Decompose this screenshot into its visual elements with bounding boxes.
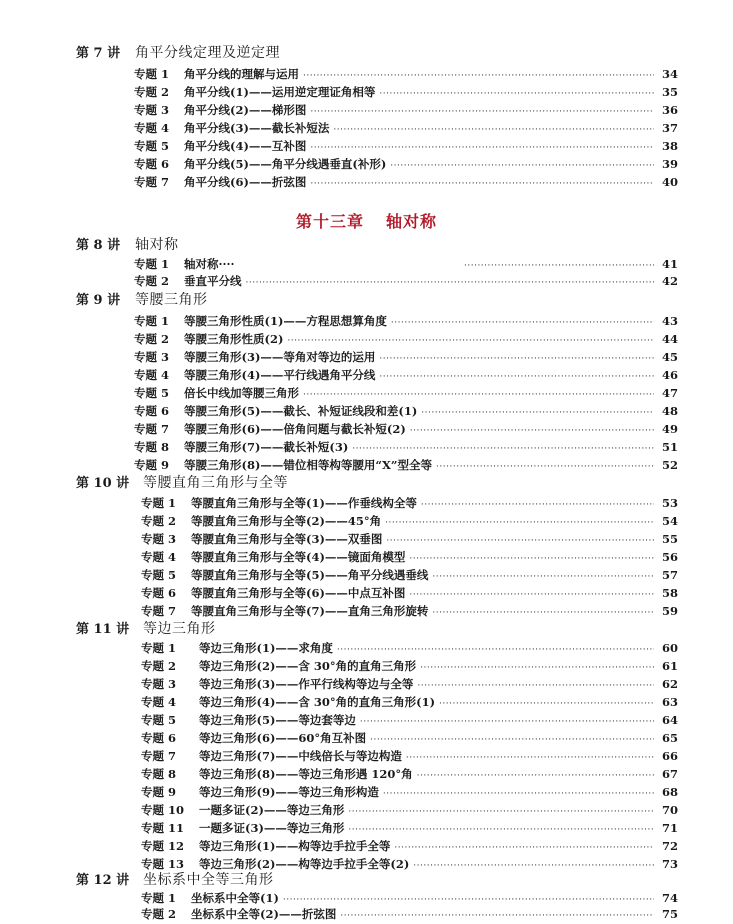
entry-page: 55 bbox=[661, 532, 678, 546]
leader-dots bbox=[352, 442, 654, 457]
chapter-title: 轴对称 bbox=[386, 212, 438, 231]
entry-label: 专题 2 bbox=[134, 85, 170, 99]
toc-entry[interactable] bbox=[134, 350, 678, 367]
lecture-title: 等腰直角三角形与全等 bbox=[143, 475, 288, 491]
leader-dots bbox=[439, 697, 654, 712]
entry-text: 一题多证(2)——等边三角形 bbox=[199, 803, 345, 817]
entry-page: 58 bbox=[661, 586, 678, 600]
toc-entry[interactable] bbox=[141, 604, 678, 621]
entry-page: 62 bbox=[661, 677, 678, 691]
toc-entry[interactable] bbox=[134, 332, 678, 349]
toc-entry[interactable] bbox=[134, 440, 678, 457]
lecture-number: 第 9 讲 bbox=[76, 293, 121, 308]
toc-entry[interactable] bbox=[134, 175, 678, 192]
toc-entry[interactable] bbox=[134, 67, 678, 84]
entry-text: 等边三角形(1)——构等边手拉手全等 bbox=[199, 839, 391, 853]
entry-text: 等腰直角三角形与全等(3)——双垂图 bbox=[191, 532, 383, 546]
entry-page: 42 bbox=[661, 274, 678, 288]
entry-page: 51 bbox=[661, 440, 678, 454]
leader-dots bbox=[303, 69, 654, 84]
entry-label: 专题 9 bbox=[141, 785, 177, 799]
entry-text: 轴对称···· bbox=[184, 257, 235, 271]
entry-label: 专题 1 bbox=[134, 314, 170, 328]
entry-label: 专题 3 bbox=[134, 103, 170, 117]
toc-entry[interactable] bbox=[134, 103, 678, 120]
toc-entry[interactable] bbox=[134, 422, 678, 439]
leader-dots bbox=[394, 841, 654, 856]
toc-entry[interactable] bbox=[141, 586, 678, 603]
lecture-title: 轴对称 bbox=[135, 237, 179, 253]
entry-label: 专题 3 bbox=[141, 532, 177, 546]
entry-label: 专题 1 bbox=[134, 257, 170, 271]
entry-text: 等腰直角三角形与全等(1)——作垂线构全等 bbox=[191, 496, 417, 510]
leader-dots bbox=[348, 823, 654, 838]
toc-entry[interactable] bbox=[134, 386, 678, 403]
lecture-title: 等边三角形 bbox=[143, 621, 216, 637]
leader-dots bbox=[432, 606, 654, 621]
entry-page: 47 bbox=[661, 386, 678, 400]
leader-dots bbox=[432, 570, 654, 585]
entry-page: 40 bbox=[661, 175, 678, 189]
entry-text: 等腰三角形(8)——错位相等构等腰用“X”型全等 bbox=[184, 458, 433, 472]
leader-dots bbox=[283, 893, 654, 908]
entry-label: 专题 7 bbox=[134, 422, 170, 436]
toc-entry[interactable] bbox=[134, 404, 678, 421]
entry-text: 等腰三角形性质(1)——方程思想算角度 bbox=[184, 314, 387, 328]
lecture-heading bbox=[76, 621, 216, 638]
toc-entry[interactable] bbox=[141, 568, 678, 585]
entry-page: 38 bbox=[661, 139, 678, 153]
lecture-number: 第 8 讲 bbox=[76, 238, 121, 253]
toc-entry[interactable] bbox=[141, 821, 678, 838]
entry-text: 等腰三角形(6)——倍角问题与截长补短(2) bbox=[184, 422, 406, 436]
entry-text: 等腰直角三角形与全等(2)——45°角 bbox=[191, 514, 382, 528]
toc-entry[interactable] bbox=[141, 907, 678, 924]
leader-dots bbox=[379, 87, 654, 102]
entry-text: 等腰三角形(7)——截长补短(3) bbox=[184, 440, 349, 454]
leader-dots bbox=[303, 388, 654, 403]
toc-entry[interactable] bbox=[141, 839, 678, 856]
entry-label: 专题 8 bbox=[134, 440, 170, 454]
toc-entry[interactable] bbox=[134, 368, 678, 385]
entry-page: 45 bbox=[661, 350, 678, 364]
entry-page: 37 bbox=[661, 121, 678, 135]
entry-page: 54 bbox=[661, 514, 678, 528]
entry-label: 专题 5 bbox=[134, 139, 170, 153]
entry-label: 专题 13 bbox=[141, 857, 185, 871]
toc-entry[interactable] bbox=[134, 85, 678, 102]
entry-page: 41 bbox=[661, 257, 678, 271]
lecture-number: 第 12 讲 bbox=[76, 873, 130, 888]
toc-entry[interactable] bbox=[141, 677, 678, 694]
lecture-number: 第 10 讲 bbox=[76, 476, 130, 491]
lecture-heading bbox=[76, 292, 208, 309]
entry-page: 59 bbox=[661, 604, 678, 618]
toc-entry[interactable] bbox=[141, 731, 678, 748]
entry-page: 74 bbox=[661, 891, 678, 905]
entry-page: 52 bbox=[661, 458, 678, 472]
entry-page: 34 bbox=[661, 67, 678, 81]
toc-entry[interactable] bbox=[141, 659, 678, 676]
entry-label: 专题 6 bbox=[141, 586, 177, 600]
lecture-heading bbox=[76, 237, 179, 254]
entry-label: 专题 2 bbox=[134, 274, 170, 288]
entry-label: 专题 8 bbox=[141, 767, 177, 781]
entry-page: 67 bbox=[661, 767, 678, 781]
entry-text: 等边三角形(9)——等边三角形构造 bbox=[199, 785, 379, 799]
entry-page: 46 bbox=[661, 368, 678, 382]
lecture-title: 坐标系中全等三角形 bbox=[143, 872, 274, 888]
entry-label: 专题 10 bbox=[141, 803, 185, 817]
lecture-heading bbox=[76, 872, 274, 889]
entry-text: 角平分线(6)——折弦图 bbox=[184, 175, 307, 189]
entry-label: 专题 6 bbox=[141, 731, 177, 745]
toc-entry[interactable] bbox=[141, 496, 678, 513]
toc-entry[interactable] bbox=[134, 314, 678, 331]
lecture-number: 第 7 讲 bbox=[76, 46, 121, 61]
entry-page: 43 bbox=[661, 314, 678, 328]
leader-dots bbox=[413, 859, 654, 874]
lecture-title: 角平分线定理及逆定理 bbox=[135, 45, 280, 61]
toc-entry[interactable] bbox=[141, 891, 678, 908]
entry-label: 专题 4 bbox=[134, 121, 170, 135]
entry-page: 48 bbox=[661, 404, 678, 418]
entry-page: 61 bbox=[661, 659, 678, 673]
entry-text: 角平分线(3)——截长补短法 bbox=[184, 121, 330, 135]
entry-label: 专题 4 bbox=[141, 550, 177, 564]
toc-entry[interactable] bbox=[141, 695, 678, 712]
entry-label: 专题 1 bbox=[141, 496, 177, 510]
entry-page: 73 bbox=[661, 857, 678, 871]
entry-page: 66 bbox=[661, 749, 678, 763]
leader-dots bbox=[409, 588, 654, 603]
entry-page: 71 bbox=[661, 821, 678, 835]
entry-text: 角平分线(4)——互补图 bbox=[184, 139, 307, 153]
entry-text: 角平分线的理解与运用 bbox=[184, 67, 299, 81]
entry-text: 等腰三角形(5)——截长、补短证线段和差(1) bbox=[184, 404, 418, 418]
leader-dots bbox=[409, 552, 654, 567]
entry-page: 56 bbox=[661, 550, 678, 564]
leader-dots bbox=[391, 316, 654, 331]
entry-page: 75 bbox=[661, 907, 678, 921]
entry-page: 49 bbox=[661, 422, 678, 436]
entry-text: 角平分线(2)——梯形图 bbox=[184, 103, 307, 117]
entry-label: 专题 5 bbox=[141, 713, 177, 727]
toc-entry[interactable] bbox=[141, 749, 678, 766]
entry-text: 等边三角形(6)——60°角互补图 bbox=[199, 731, 367, 745]
entry-text: 等边三角形(1)——求角度 bbox=[199, 641, 333, 655]
toc-entry[interactable] bbox=[134, 274, 678, 291]
toc-entry[interactable] bbox=[134, 139, 678, 156]
entry-page: 44 bbox=[661, 332, 678, 346]
leader-dots bbox=[337, 643, 654, 658]
entry-label: 专题 2 bbox=[134, 332, 170, 346]
entry-text: 等腰三角形(4)——平行线遇角平分线 bbox=[184, 368, 376, 382]
entry-label: 专题 7 bbox=[134, 175, 170, 189]
entry-text: 倍长中线加等腰三角形 bbox=[184, 386, 299, 400]
entry-label: 专题 9 bbox=[134, 458, 170, 472]
leader-dots bbox=[385, 516, 654, 531]
leader-dots bbox=[310, 141, 654, 156]
toc-entry[interactable] bbox=[134, 157, 678, 174]
entry-text: 等边三角形(3)——作平行线构等边与全等 bbox=[199, 677, 414, 691]
entry-page: 39 bbox=[661, 157, 678, 171]
lecture-title: 等腰三角形 bbox=[135, 292, 208, 308]
entry-label: 专题 2 bbox=[141, 514, 177, 528]
toc-entry[interactable] bbox=[134, 121, 678, 138]
entry-label: 专题 3 bbox=[141, 677, 177, 691]
leader-dots bbox=[390, 159, 654, 174]
entry-text: 等边三角形(2)——含 30°角的直角三角形 bbox=[199, 659, 417, 673]
leader-dots bbox=[310, 105, 654, 120]
entry-label: 专题 3 bbox=[134, 350, 170, 364]
toc-entry[interactable] bbox=[141, 641, 678, 658]
leader-dots bbox=[417, 679, 654, 694]
lecture-number: 第 11 讲 bbox=[76, 622, 130, 637]
toc-entry[interactable] bbox=[134, 458, 678, 475]
leader-dots bbox=[386, 534, 654, 549]
entry-text: 等腰三角形性质(2) bbox=[184, 332, 284, 346]
leader-dots bbox=[370, 733, 654, 748]
leader-dots bbox=[410, 424, 654, 439]
entry-page: 64 bbox=[661, 713, 678, 727]
entry-label: 专题 1 bbox=[141, 641, 177, 655]
entry-text: 垂直平分线 bbox=[184, 274, 242, 288]
entry-label: 专题 6 bbox=[134, 404, 170, 418]
entry-text: 等腰直角三角形与全等(7)——直角三角形旋转 bbox=[191, 604, 429, 618]
entry-text: 等腰直角三角形与全等(5)——角平分线遇垂线 bbox=[191, 568, 429, 582]
entry-text: 坐标系中全等(2)——折弦图 bbox=[191, 907, 337, 921]
entry-page: 68 bbox=[661, 785, 678, 799]
entry-page: 65 bbox=[661, 731, 678, 745]
entry-label: 专题 5 bbox=[134, 386, 170, 400]
entry-label: 专题 5 bbox=[141, 568, 177, 582]
toc-entry[interactable] bbox=[141, 514, 678, 531]
chapter-heading bbox=[0, 212, 733, 232]
entry-page: 57 bbox=[661, 568, 678, 582]
leader-dots bbox=[379, 370, 654, 385]
leader-dots bbox=[287, 334, 654, 349]
leader-dots bbox=[348, 805, 654, 820]
leader-dots bbox=[417, 769, 654, 784]
entry-label: 专题 7 bbox=[141, 604, 177, 618]
leader-dots bbox=[436, 460, 654, 475]
entry-label: 专题 1 bbox=[134, 67, 170, 81]
entry-page: 72 bbox=[661, 839, 678, 853]
toc-entry[interactable] bbox=[141, 767, 678, 784]
entry-text: 角平分线(5)——角平分线遇垂直(补形) bbox=[184, 157, 387, 171]
toc-entry[interactable] bbox=[141, 803, 678, 820]
entry-text: 等边三角形(4)——含 30°角的直角三角形(1) bbox=[199, 695, 436, 709]
leader-dots bbox=[379, 352, 654, 367]
entry-label: 专题 4 bbox=[134, 368, 170, 382]
entry-text: 等腰直角三角形与全等(4)——镜面角模型 bbox=[191, 550, 406, 564]
entry-text: 等边三角形(7)——中线倍长与等边构造 bbox=[199, 749, 402, 763]
entry-page: 36 bbox=[661, 103, 678, 117]
entry-label: 专题 2 bbox=[141, 659, 177, 673]
entry-label: 专题 7 bbox=[141, 749, 177, 763]
entry-text: 等边三角形(5)——等边套等边 bbox=[199, 713, 356, 727]
toc-entry[interactable] bbox=[141, 550, 678, 567]
leader-dots bbox=[333, 123, 654, 138]
entry-label: 专题 11 bbox=[141, 821, 185, 835]
toc-entry[interactable] bbox=[141, 713, 678, 730]
leader-dots bbox=[310, 177, 654, 192]
toc-entry[interactable] bbox=[134, 257, 678, 274]
entry-text: 等边三角形(2)——构等边手拉手全等(2) bbox=[199, 857, 410, 871]
entry-text: 等腰三角形(3)——等角对等边的运用 bbox=[184, 350, 376, 364]
leader-dots bbox=[246, 276, 655, 291]
toc-entry[interactable] bbox=[141, 785, 678, 802]
entry-text: 一题多证(3)——等边三角形 bbox=[199, 821, 345, 835]
leader-dots bbox=[464, 259, 654, 274]
leader-dots bbox=[383, 787, 654, 802]
entry-label: 专题 4 bbox=[141, 695, 177, 709]
leader-dots bbox=[406, 751, 654, 766]
entry-page: 60 bbox=[661, 641, 678, 655]
leader-dots bbox=[421, 406, 654, 421]
chapter-number: 第十三章 bbox=[295, 212, 364, 231]
entry-text: 坐标系中全等(1) bbox=[191, 891, 279, 905]
entry-label: 专题 6 bbox=[134, 157, 170, 171]
entry-text: 等腰直角三角形与全等(6)——中点互补图 bbox=[191, 586, 406, 600]
entry-label: 专题 12 bbox=[141, 839, 185, 853]
leader-dots bbox=[360, 715, 654, 730]
leader-dots bbox=[421, 498, 654, 513]
entry-page: 63 bbox=[661, 695, 678, 709]
toc-entry[interactable] bbox=[141, 532, 678, 549]
entry-page: 70 bbox=[661, 803, 678, 817]
entry-label: 专题 2 bbox=[141, 907, 177, 921]
entry-label: 专题 1 bbox=[141, 891, 177, 905]
lecture-heading bbox=[76, 475, 288, 492]
entry-page: 35 bbox=[661, 85, 678, 99]
entry-text: 角平分线(1)——运用逆定理证角相等 bbox=[184, 85, 376, 99]
lecture-heading bbox=[76, 45, 280, 62]
entry-text: 等边三角形(8)——等边三角形遇 120°角 bbox=[199, 767, 413, 781]
leader-dots bbox=[420, 661, 654, 676]
entry-page: 53 bbox=[661, 496, 678, 510]
